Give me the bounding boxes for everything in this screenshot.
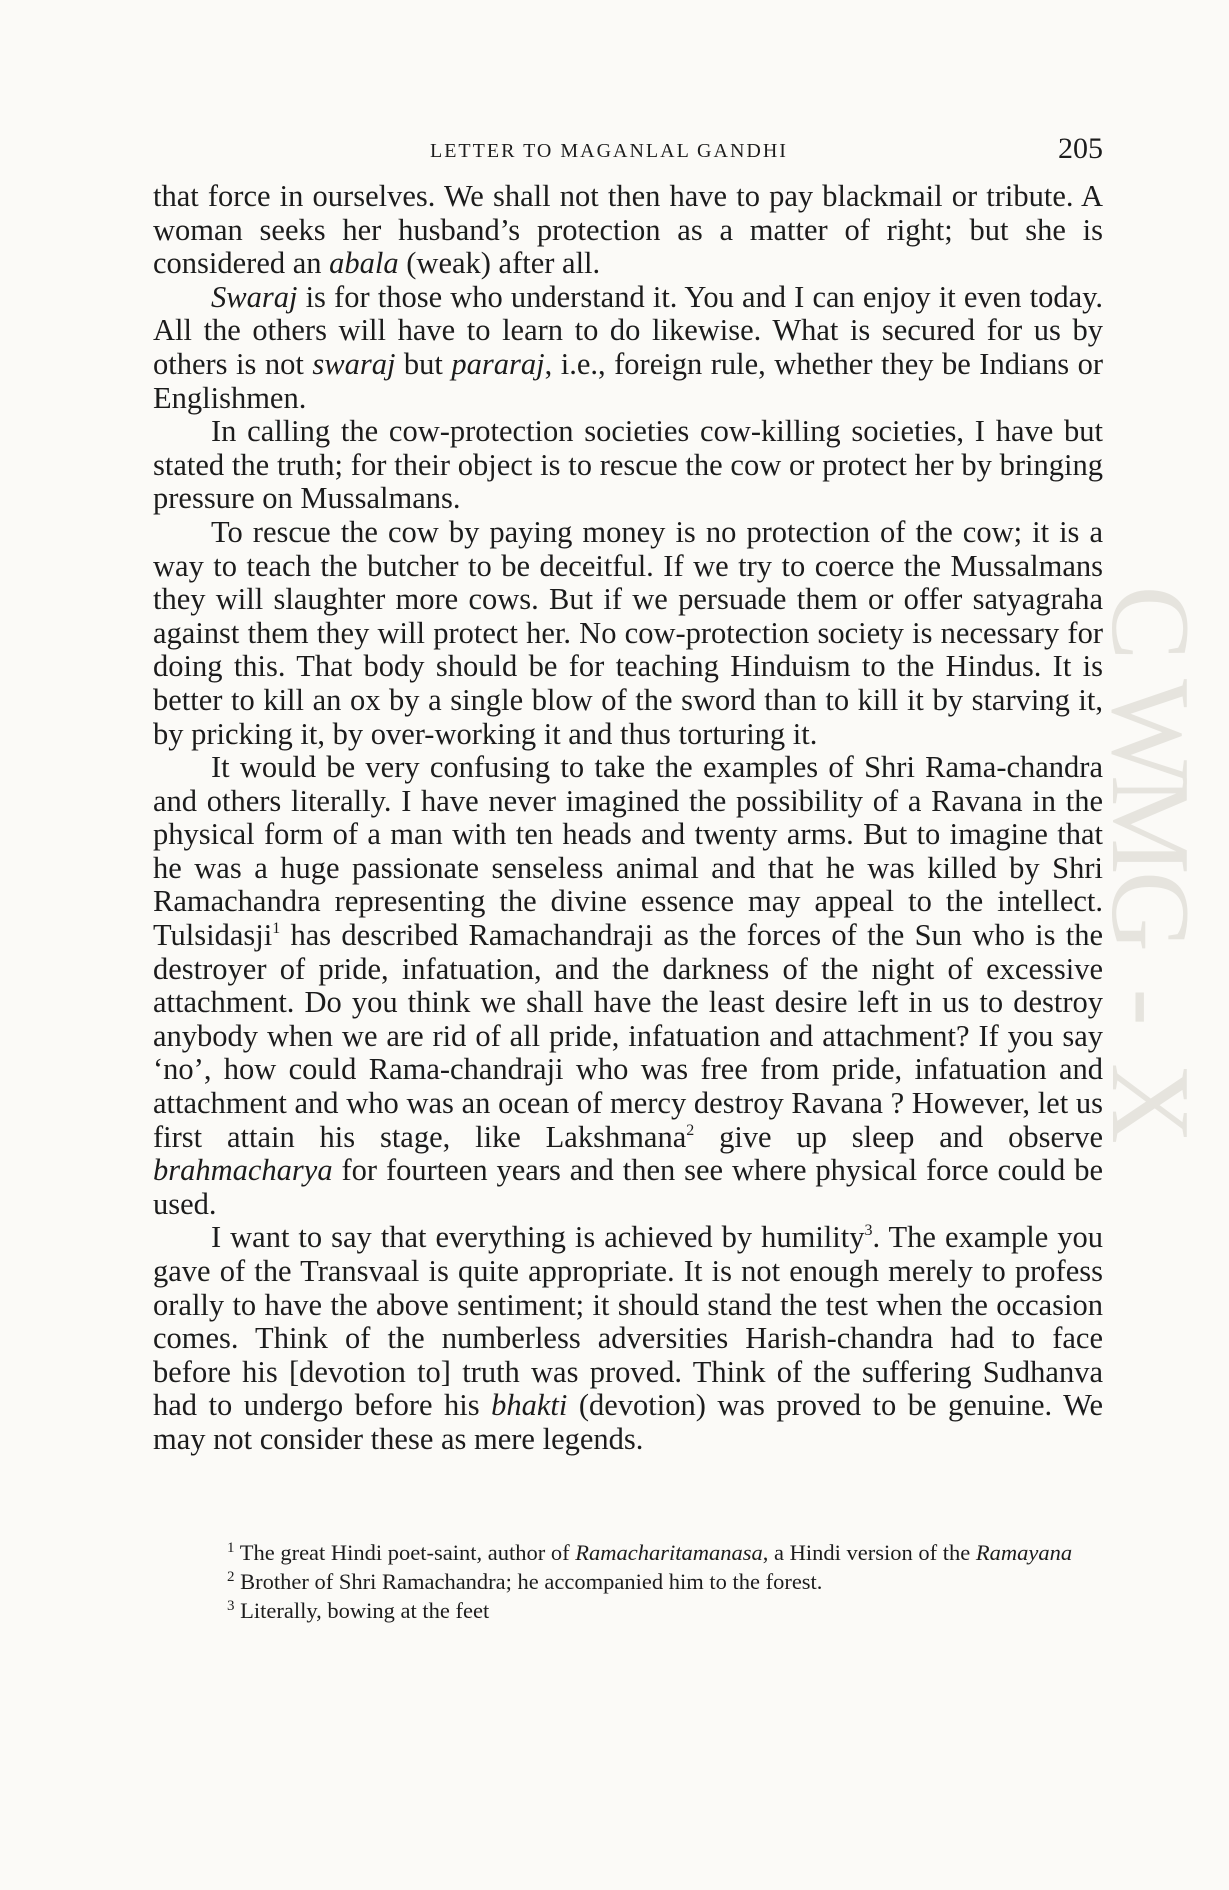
paragraph bbox=[153, 1221, 1103, 1456]
paragraph bbox=[153, 180, 1103, 281]
page-header bbox=[155, 134, 1105, 174]
footnote-ref: 2 bbox=[686, 1121, 695, 1139]
watermark bbox=[1088, 575, 1212, 1151]
text-run: , i.e., foreign rule, whether they be Indians or Englishmen. bbox=[153, 346, 1103, 415]
watermark-letter: G bbox=[1088, 871, 1212, 952]
italic-text: abala bbox=[329, 246, 399, 281]
text-run: but bbox=[395, 346, 452, 381]
text-run: The great Hindi poet-saint, author of bbox=[234, 1540, 576, 1565]
italic-text: swaraj bbox=[312, 346, 396, 381]
page-number: 205 bbox=[1058, 132, 1103, 165]
text-run: for fourteen years and then see where physical force could be used. bbox=[153, 1153, 1103, 1221]
italic-text: Swaraj bbox=[211, 279, 298, 314]
text-run: In calling the cow-protection societies cow-killing societies, I have but stated the truth; for their object is to rescue the cow or protect her by bringing pressure on Mussalmans. bbox=[153, 414, 1103, 516]
text-run: has described Ramachandraji as the forces of the Sun who is the destroyer of pride, infatuation, and the darkness of the night of excessive attachment. Do you think we shall have the least desire left in us to destroy anybody when we are rid of all pride, infatuation and attachment? If you say ‘no’, how could Rama-chandraji who was free from pride, infatuation and attachment and who was an ocean of mercy destroy Ravana ? However, let us first attain his stage, like Lakshmana bbox=[153, 918, 1103, 1154]
footnote-ref: 2 bbox=[227, 1569, 235, 1585]
italic-text: brahmacharya bbox=[153, 1153, 333, 1188]
watermark-letter: C bbox=[1088, 585, 1212, 661]
footnote bbox=[155, 1596, 1113, 1625]
body-text bbox=[153, 180, 1103, 1457]
text-run: Brother of Shri Ramachandra; he accompanied him to the forest. bbox=[234, 1569, 823, 1594]
footnote-ref: 3 bbox=[864, 1222, 873, 1240]
watermark-letter: M bbox=[1088, 775, 1212, 875]
italic-text: Ramayana bbox=[975, 1540, 1073, 1565]
italic-text: bhakti bbox=[491, 1388, 568, 1423]
text-run: To rescue the cow by paying money is no protection of the cow; it is a way to teach the butcher to be deceitful. If we try to coerce the Mussalmans they will slaughter more cows. But if we persuade them or offer satyagraha against them they will protect her. No cow-protection society is necessary for doing this. That body should be for teaching Hinduism to the Hindus. It is better to kill an ox by a single blow of the sword than to kill it by starving it, by pricking it, by over-working it and thus torturing it. bbox=[153, 514, 1103, 751]
watermark-letter: W bbox=[1088, 679, 1212, 785]
text-run: , a Hindi version of the bbox=[762, 1540, 976, 1565]
footnote-ref: 1 bbox=[227, 1540, 235, 1556]
italic-text: pararaj bbox=[451, 346, 545, 381]
watermark-letter: X bbox=[1088, 1063, 1212, 1144]
paragraph bbox=[153, 751, 1103, 1221]
footnote bbox=[155, 1567, 1113, 1596]
footnote bbox=[155, 1538, 1113, 1567]
watermark-letter: - bbox=[1088, 988, 1212, 1026]
text-run: . The example you gave of the Transvaal is quite appropriate. It is not enough merely to profess orally to have the above sentiment; it should stand the test when the occasion comes. Think of the numberless adversities Harish-chandra had to face before his [devotion to] truth was proved. Think of the suffering Sudhanva had to undergo before his bbox=[153, 1220, 1104, 1423]
paragraph bbox=[153, 281, 1103, 415]
footnotes bbox=[155, 1538, 1113, 1625]
text-run: It would be very confusing to take the examples of Shri Rama-chandra and others literally. I have never imagined the possibility of a Ravana in the physical form of a man with ten heads and twenty arms. But to imagine that he was a huge passionate senseless animal and that he was killed by Shri Ramachandra representing the divine essence may appeal to the intellect. Tulsidasji bbox=[153, 750, 1103, 953]
text-run: give up sleep and observe bbox=[694, 1119, 1103, 1154]
text-run: (devotion) was proved to be genuine. We may not consider these as mere legends. bbox=[153, 1388, 1103, 1456]
running-title: LETTER TO MAGANLAL GANDHI bbox=[430, 140, 788, 162]
text-run: is for those who understand it. You and I can enjoy it even today. All the others will have to learn to do likewise. What is secured for us by others is not bbox=[153, 279, 1103, 381]
paragraph bbox=[153, 415, 1103, 516]
italic-text: Ramacharitamanasa bbox=[575, 1540, 763, 1565]
text-run: Literally, bowing at the feet bbox=[234, 1598, 490, 1623]
text-run: I want to say that everything is achieved by humility bbox=[211, 1220, 865, 1255]
paragraph bbox=[153, 516, 1103, 751]
footnote-ref: 1 bbox=[272, 920, 281, 938]
footnote-ref: 3 bbox=[227, 1598, 235, 1614]
text-run: (weak) after all. bbox=[398, 246, 601, 281]
text-run: that force in ourselves. We shall not then have to pay blackmail or tribute. A woman seeks her husband’s protection as a matter of right; but she is considered an bbox=[153, 179, 1103, 281]
